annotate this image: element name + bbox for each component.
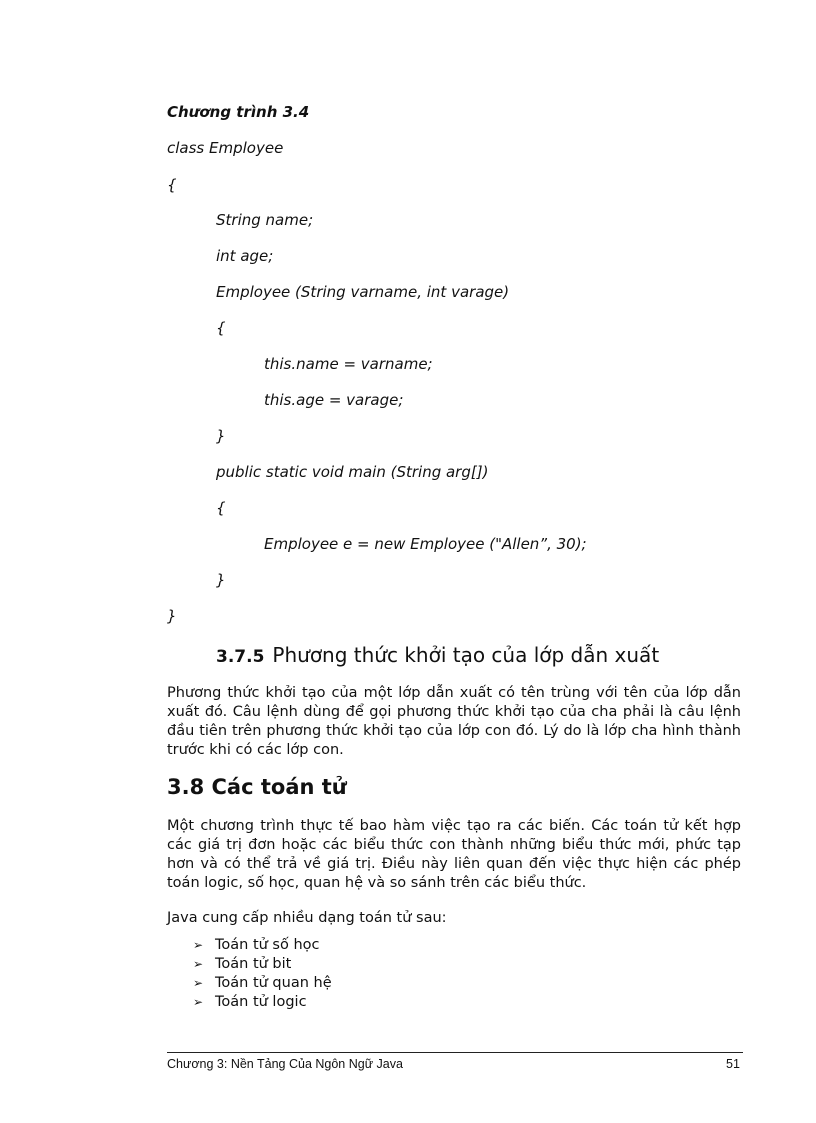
program-caption: Chương trình 3.4 [167, 103, 310, 121]
list-item-label: Toán tử quan hệ [215, 975, 332, 991]
subsection-heading [216, 643, 659, 667]
subsection-paragraph: Phương thức khởi tạo của một lớp dẫn xuất có tên trùng với tên của lớp dẫn xuất đó. Câu lệnh dùng để gọi phương thức khởi tạo của cha phải là câu lệnh đầu tiên trên phương thức khởi tạo của lớp con đó. Lý do là lớp cha hình thành trước khi có các lớp con. [167, 685, 741, 758]
operator-list [193, 936, 332, 1012]
code-line: { [216, 319, 226, 337]
list-intro: Java cung cấp nhiều dạng toán tử sau: [167, 910, 447, 926]
footer-rule [167, 1052, 743, 1053]
code-line: } [216, 571, 226, 589]
list-item [193, 974, 332, 993]
list-item-label: Toán tử logic [215, 994, 307, 1010]
arrow-bullet-icon: ➢ [193, 957, 204, 971]
code-line: String name; [216, 211, 314, 229]
section-heading: 3.8 Các toán tử [167, 775, 347, 799]
list-item [193, 936, 332, 955]
code-line: } [216, 427, 226, 445]
arrow-bullet-icon: ➢ [193, 938, 204, 952]
code-line: Employee e = new Employee ("Allen”, 30); [264, 535, 587, 553]
section-paragraph: Một chương trình thực tế bao hàm việc tạo ra các biến. Các toán tử kết hợp các giá trị đơn hoặc các biểu thức con thành những biểu thức mới, phức tạp hơn và có thể trả về giá trị. Điều này liên quan đến việc thực hiện các phép toán logic, số học, quan hệ và so sánh trên các biểu thức. [167, 818, 741, 891]
list-item-label: Toán tử bit [215, 956, 292, 972]
list-item [193, 955, 332, 974]
code-line: this.age = varage; [264, 391, 404, 409]
subsection-number: 3.7.5 [216, 647, 265, 667]
list-item-label: Toán tử số học [215, 937, 320, 953]
code-line: { [167, 176, 177, 194]
code-line: public static void main (String arg[]) [216, 463, 489, 481]
code-line: { [216, 499, 226, 517]
arrow-bullet-icon: ➢ [193, 976, 204, 990]
page-number: 51 [726, 1057, 740, 1071]
code-line: } [167, 607, 177, 625]
arrow-bullet-icon: ➢ [193, 995, 204, 1009]
footer-chapter: Chương 3: Nền Tảng Của Ngôn Ngữ Java [167, 1057, 403, 1071]
subsection-title: Phương thức khởi tạo của lớp dẫn xuất [272, 643, 660, 667]
code-line: class Employee [167, 139, 284, 157]
code-line: int age; [216, 247, 274, 265]
list-item [193, 993, 332, 1012]
code-line: this.name = varname; [264, 355, 433, 373]
code-line: Employee (String varname, int varage) [216, 283, 510, 301]
